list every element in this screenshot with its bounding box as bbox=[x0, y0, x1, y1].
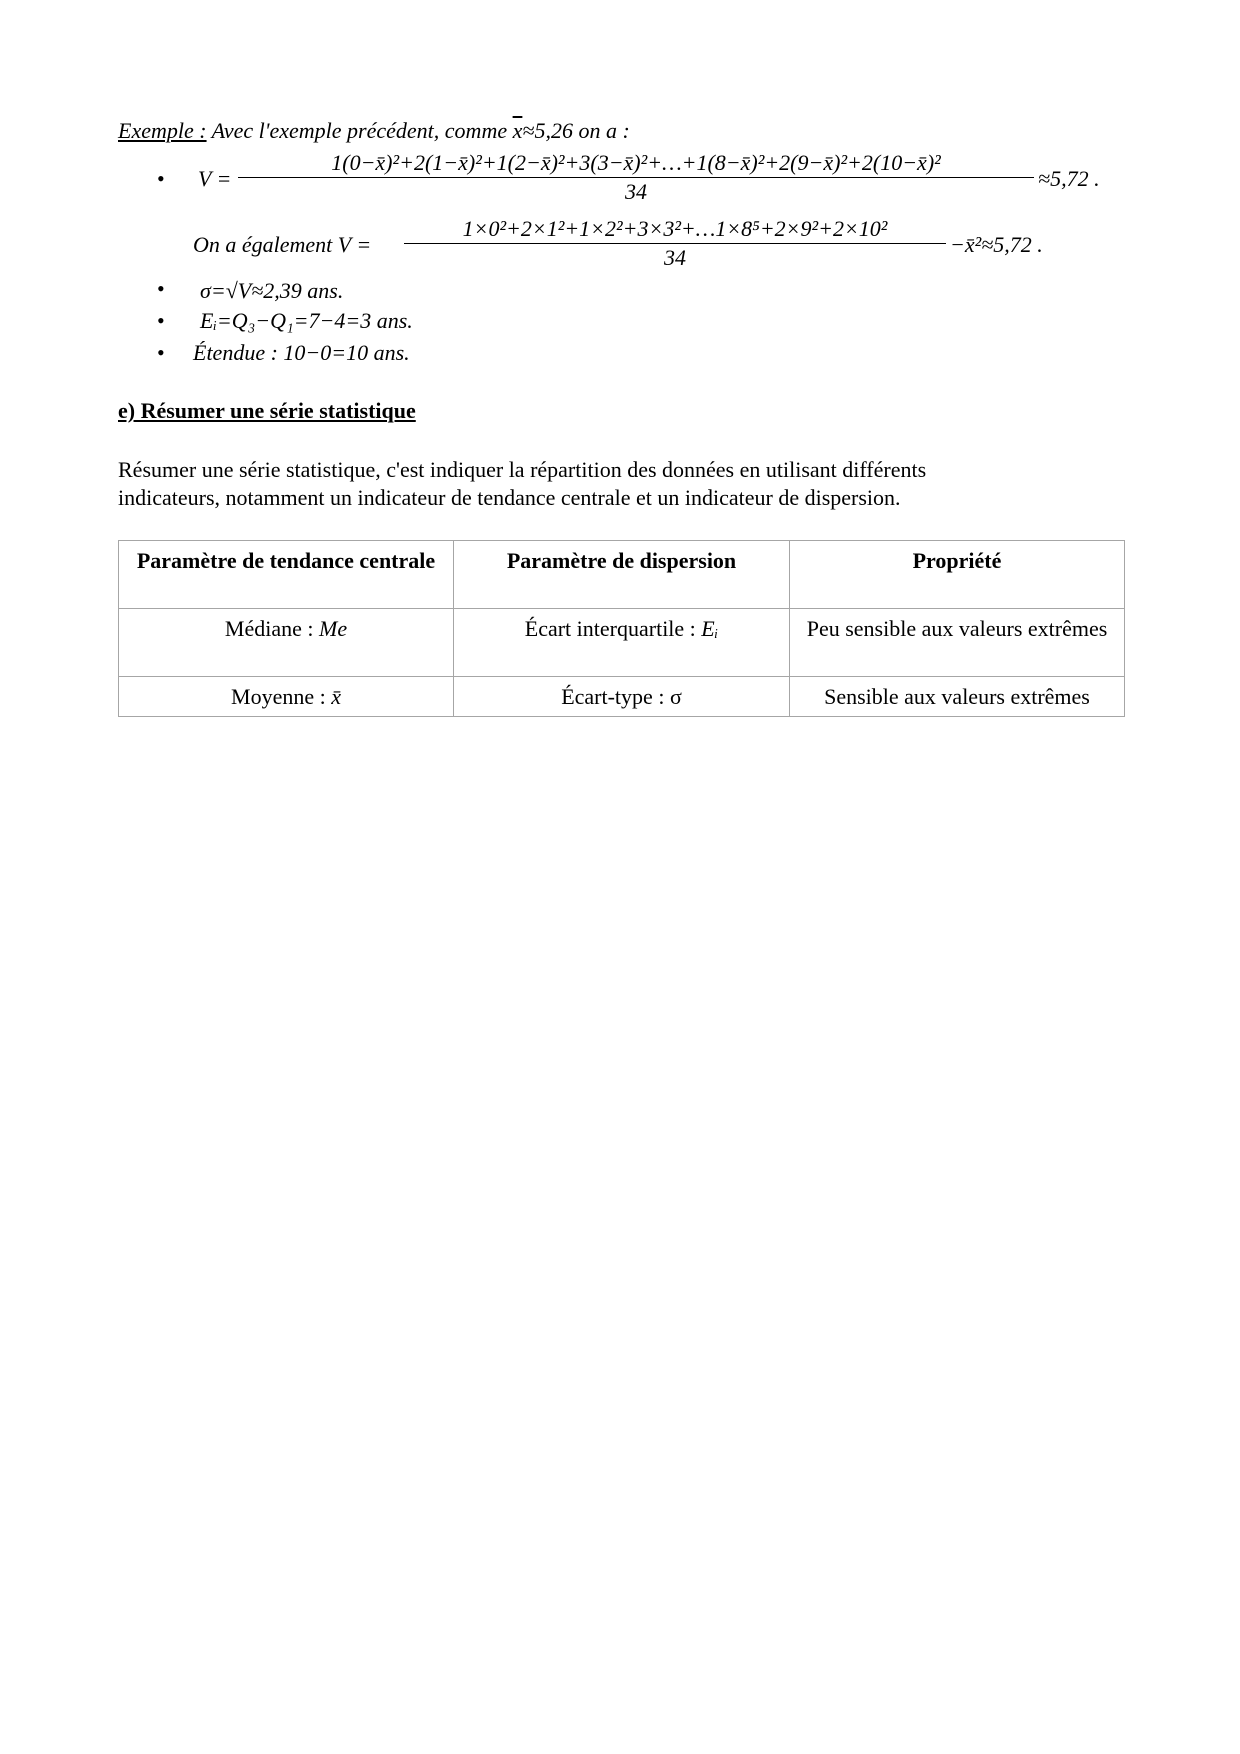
bullet-sigma: • bbox=[157, 276, 165, 301]
variance-result: ≈5,72 . bbox=[1038, 166, 1100, 191]
variance-denominator: 34 bbox=[625, 179, 647, 204]
mean-table-symbol: x̄ bbox=[331, 684, 341, 709]
variance-alt-prefix: On a également V = bbox=[193, 232, 372, 257]
section-title: e) Résumer une série statistique bbox=[118, 398, 416, 423]
sigma-formula: σ=√V≈2,39 ans. bbox=[200, 278, 344, 303]
cell-property: Sensible aux valeurs extrêmes bbox=[790, 677, 1125, 717]
variance-lhs: V = bbox=[198, 166, 232, 191]
bullet-range: • bbox=[157, 340, 165, 365]
table-row bbox=[119, 609, 1125, 677]
example-intro-end: on a : bbox=[572, 118, 630, 143]
interquartile-formula: Eᵢ=Q₃−Q₁=7−4=3 ans. bbox=[200, 308, 413, 333]
cell-property: Peu sensible aux valeurs extrêmes bbox=[790, 609, 1125, 677]
bullet-interquartile: • bbox=[157, 308, 165, 333]
std-dev-label: Écart-type : bbox=[561, 684, 670, 709]
median-symbol: Me bbox=[319, 616, 348, 641]
bullet-variance: • bbox=[157, 166, 165, 191]
example-intro: Avec l'exemple précédent, comme bbox=[206, 118, 513, 143]
section-paragraph bbox=[118, 456, 1058, 512]
range-formula: Étendue : 10−0=10 ans. bbox=[193, 340, 410, 365]
example-line bbox=[118, 118, 630, 144]
header-dispersion: Paramètre de dispersion bbox=[454, 541, 790, 609]
sigma-symbol: σ bbox=[669, 684, 682, 709]
variance-alt-fraction bbox=[404, 216, 946, 271]
variance-alt-denominator: 34 bbox=[664, 245, 686, 270]
cell-dispersion bbox=[454, 677, 790, 717]
variance-alt-suffix: −x̄²≈5,72 . bbox=[950, 232, 1043, 257]
example-label: Exemple : bbox=[118, 118, 207, 143]
summary-table bbox=[118, 540, 1125, 717]
mean-symbol: $\overline{x}$ bbox=[512, 118, 523, 143]
table-header-row bbox=[119, 541, 1125, 609]
mean-value: ≈5,26 bbox=[522, 118, 573, 143]
cell-central bbox=[119, 609, 454, 677]
table-row bbox=[119, 677, 1125, 717]
cell-central bbox=[119, 677, 454, 717]
header-central: Paramètre de tendance centrale bbox=[119, 541, 454, 609]
interquartile-symbol: Eᵢ bbox=[701, 616, 719, 641]
variance-alt-numerator: 1×0²+2×1²+1×2²+3×3²+…1×8⁵+2×9²+2×10² bbox=[404, 216, 946, 244]
variance-numerator: 1(0−x̄)²+2(1−x̄)²+1(2−x̄)²+3(3−x̄)²+…+1(8−x̄)²+2(9−x̄)²+2(10−x̄)² bbox=[238, 150, 1034, 178]
paragraph-line-2: indicateurs, notamment un indicateur de tendance centrale et un indicateur de dispersion. bbox=[118, 485, 901, 510]
cell-dispersion bbox=[454, 609, 790, 677]
median-label: Médiane : bbox=[224, 616, 319, 641]
header-property: Propriété bbox=[790, 541, 1125, 609]
variance-fraction bbox=[238, 150, 1034, 205]
mean-label: Moyenne : bbox=[231, 684, 332, 709]
interquartile-label: Écart interquartile : bbox=[524, 616, 702, 641]
paragraph-line-1: Résumer une série statistique, c'est indiquer la répartition des données en utilisant différents bbox=[118, 457, 927, 482]
